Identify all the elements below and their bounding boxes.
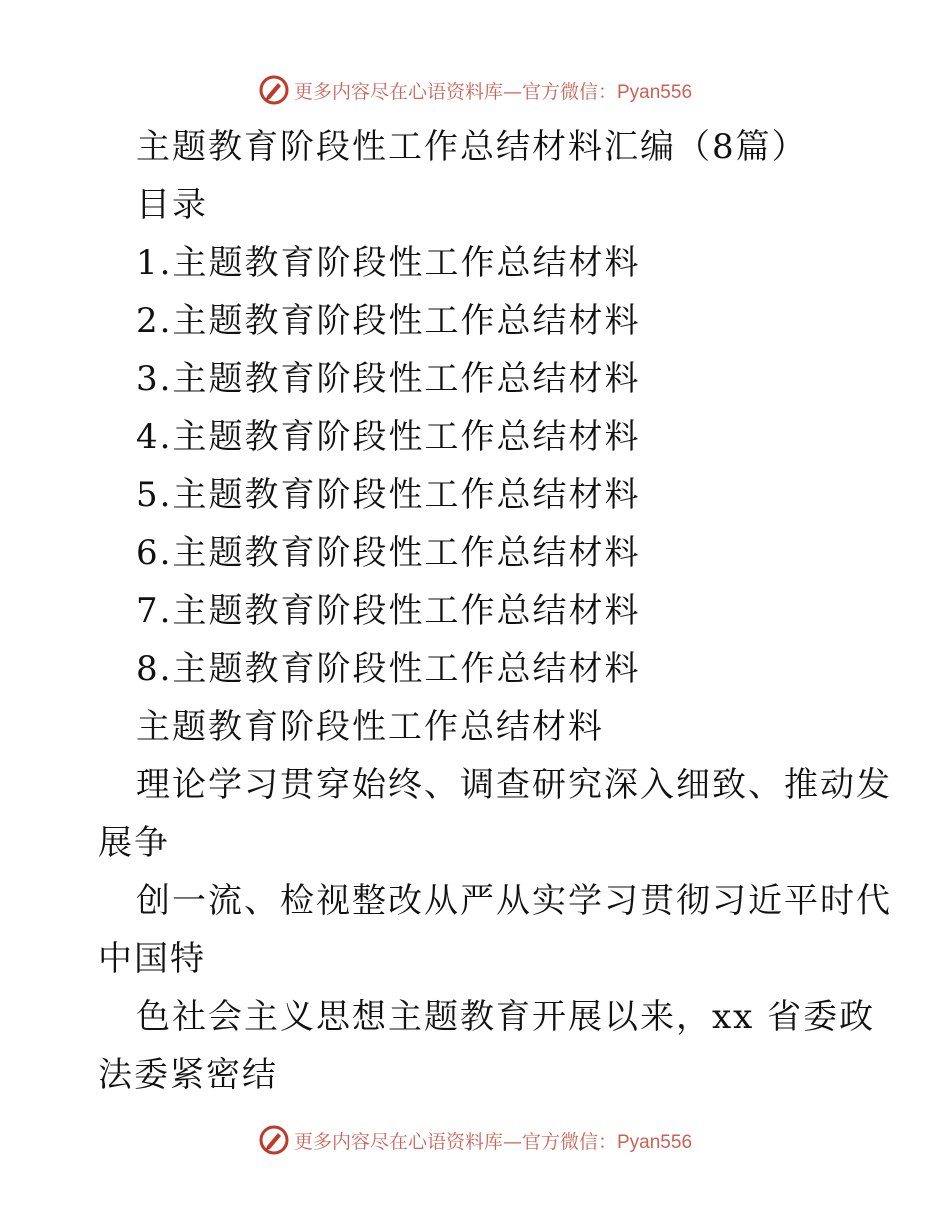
body-paragraph	[98, 872, 892, 988]
watermark-banner-bottom	[0, 1120, 950, 1160]
toc-item: 3.主题教育阶段性工作总结材料	[136, 359, 641, 399]
body-paragraph	[98, 988, 876, 1104]
toc-item: 1.主题教育阶段性工作总结材料	[136, 243, 641, 283]
pen-circle-icon	[258, 74, 290, 106]
toc-item: 2.主题教育阶段性工作总结材料	[136, 301, 641, 341]
section-heading: 主题教育阶段性工作总结材料	[136, 707, 604, 747]
document-title: 主题教育阶段性工作总结材料汇编（8篇）	[136, 127, 808, 167]
pen-circle-icon	[258, 1124, 290, 1156]
watermark-banner-top	[0, 70, 950, 110]
paragraph-line: 创一流、检视整改从严从实学习贯彻习近平时代	[136, 881, 892, 921]
paragraph-line: 展争	[98, 823, 170, 863]
watermark-text: 更多内容尽在心语资料库—官方微信：Pyan556	[293, 1130, 693, 1153]
toc-item: 8.主题教育阶段性工作总结材料	[136, 649, 641, 689]
toc-item: 4.主题教育阶段性工作总结材料	[136, 417, 641, 457]
document-body	[98, 118, 892, 1104]
toc-item: 7.主题教育阶段性工作总结材料	[136, 591, 641, 631]
toc-item: 5.主题教育阶段性工作总结材料	[136, 475, 641, 515]
paragraph-line: 色社会主义思想主题教育开展以来，xx 省委政	[136, 997, 876, 1037]
paragraph-line: 法委紧密结	[98, 1055, 278, 1095]
body-paragraph	[98, 756, 892, 872]
toc-heading: 目录	[136, 185, 208, 225]
paragraph-line: 理论学习贯穿始终、调查研究深入细致、推动发	[136, 765, 892, 805]
watermark-text: 更多内容尽在心语资料库—官方微信：Pyan556	[293, 80, 693, 103]
paragraph-line: 中国特	[98, 939, 206, 979]
toc-item: 6.主题教育阶段性工作总结材料	[136, 533, 641, 573]
